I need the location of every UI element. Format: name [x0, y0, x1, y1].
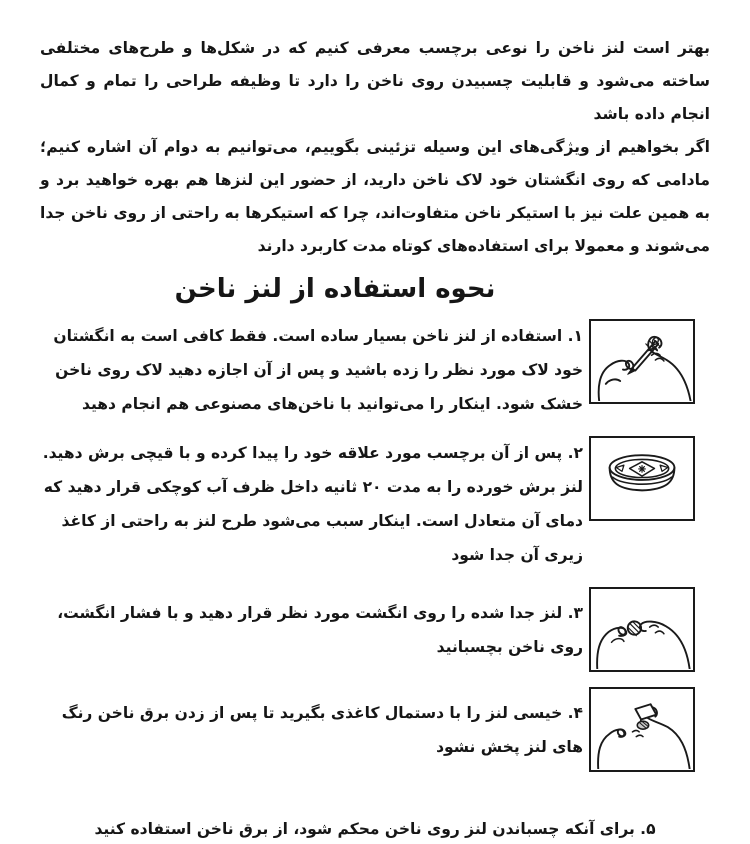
- step4-figure: [589, 687, 695, 772]
- step1-text: ۱. استفاده از لنز ناخن بسیار ساده است. فقط کافی است به انگشتان خود لاک مورد نظر را زده باشید و پس از آن اجازه دهید لاک روی ناخن خشک شود. اینکار را می‌توانید با ناخن‌های مصنوعی هم انجام دهید: [53, 327, 583, 413]
- pressing-lens-on-nail-illustration: [592, 589, 693, 669]
- intro-section: [40, 32, 710, 263]
- step-row-4: [40, 687, 710, 772]
- steps-list: [40, 319, 710, 772]
- step3-figure: [589, 587, 695, 672]
- intro-paragraph-2: اگر بخواهیم از ویژگی‌های این وسیله تزئینی بگوییم، می‌توانیم به دوام آن اشاره کنیم؛ مادامی که روی انگشتان خود لاک ناخن دارید، از حضور این لنزها هم بهره خواهید برد و به همین علت نیز با استیکر ناخن متفاوت‌اند، چرا که استیکرها به راحتی از روی ناخن جدا می‌شوند و معمولا برای استفاده‌های کوتاه مدت کاربرد دارند: [40, 138, 710, 255]
- step3-text: ۳. لنز جدا شده را روی انگشت مورد نظر قرار دهید و با فشار انگشت، روی ناخن بچسبانید: [57, 603, 583, 656]
- water-bowl-with-lens-illustration: [592, 438, 693, 518]
- step-row-3: [40, 587, 710, 672]
- step5-text: ۵. برای آنکه چسباندن لنز روی ناخن محکم شود، از برق ناخن استفاده کنید: [94, 820, 656, 838]
- step1-figure: [589, 319, 695, 404]
- step-row-2: [40, 436, 710, 572]
- intro-paragraph-1: بهتر است لنز ناخن را نوعی برچسب معرفی کنیم که در شکل‌ها و طرح‌های مختلفی ساخته می‌شود و قابلیت چسبیدن روی ناخن را دارد تا وظیفه طراحی را تمام و کمال انجام داده باشد: [40, 39, 710, 123]
- blotting-nail-with-tissue-illustration: [592, 689, 693, 769]
- page-title: نحوه استفاده از لنز ناخن: [174, 274, 496, 304]
- step2-text: ۲. پس از آن برچسب مورد علاقه خود را پیدا کرده و با قیچی برش دهید. لنز برش خورده را به مدت ۲۰ ثانیه داخل ظرف آب کوچکی قرار دهید که دمای آن متعادل است. اینکار سبب می‌شود طرح لنز به راحتی از کاغذ زیری آن جدا شود: [42, 444, 583, 564]
- step4-text: ۴. خیسی لنز را با دستمال کاغذی بگیرید تا پس از زدن برق ناخن رنگ های لنز پخش نشود: [61, 703, 583, 756]
- step2-figure: [589, 436, 695, 521]
- hands-painting-nail-illustration: [592, 321, 693, 401]
- step-row-1: [40, 319, 710, 421]
